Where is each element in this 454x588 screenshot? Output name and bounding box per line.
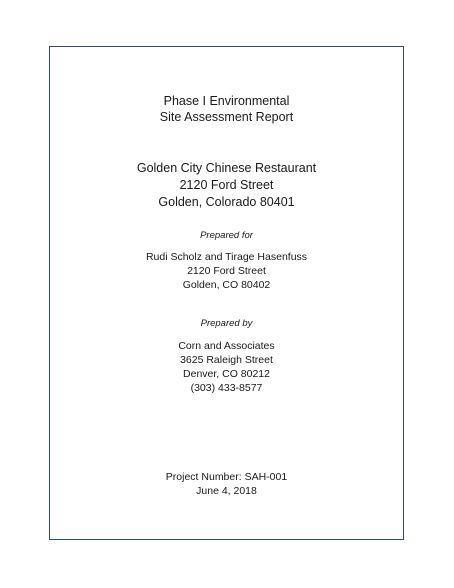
project-info [49,470,404,498]
site-street: 2120 Ford Street [179,178,274,192]
prepared-by-label [49,318,404,330]
prepared-by-label-text: Prepared by [200,318,253,329]
client-street: 2120 Ford Street [187,265,266,277]
report-title-line-1: Phase I Environmental [163,94,290,108]
consultant-phone: (303) 433-8577 [190,382,263,394]
site-city: Golden, Colorado 80401 [158,195,295,209]
report-title-line-2: Site Assessment Report [159,110,294,124]
site-address [49,160,404,211]
consultant-city: Denver, CO 80212 [183,368,270,380]
client-city: Golden, CO 80402 [182,279,271,291]
consultant-street: 3625 Raleigh Street [180,354,273,366]
report-date: June 4, 2018 [196,485,257,497]
site-name: Golden City Chinese Restaurant [136,161,317,175]
consultant-name: Corn and Associates [178,340,275,352]
prepared-for-label [49,230,404,242]
project-number: Project Number: SAH-001 [165,471,288,483]
prepared-for-label-text: Prepared for [200,230,253,241]
prepared-for-address [49,250,404,292]
prepared-by-address [49,339,404,395]
client-name: Rudi Scholz and Tirage Hasenfuss [145,251,308,263]
report-title [49,93,404,125]
